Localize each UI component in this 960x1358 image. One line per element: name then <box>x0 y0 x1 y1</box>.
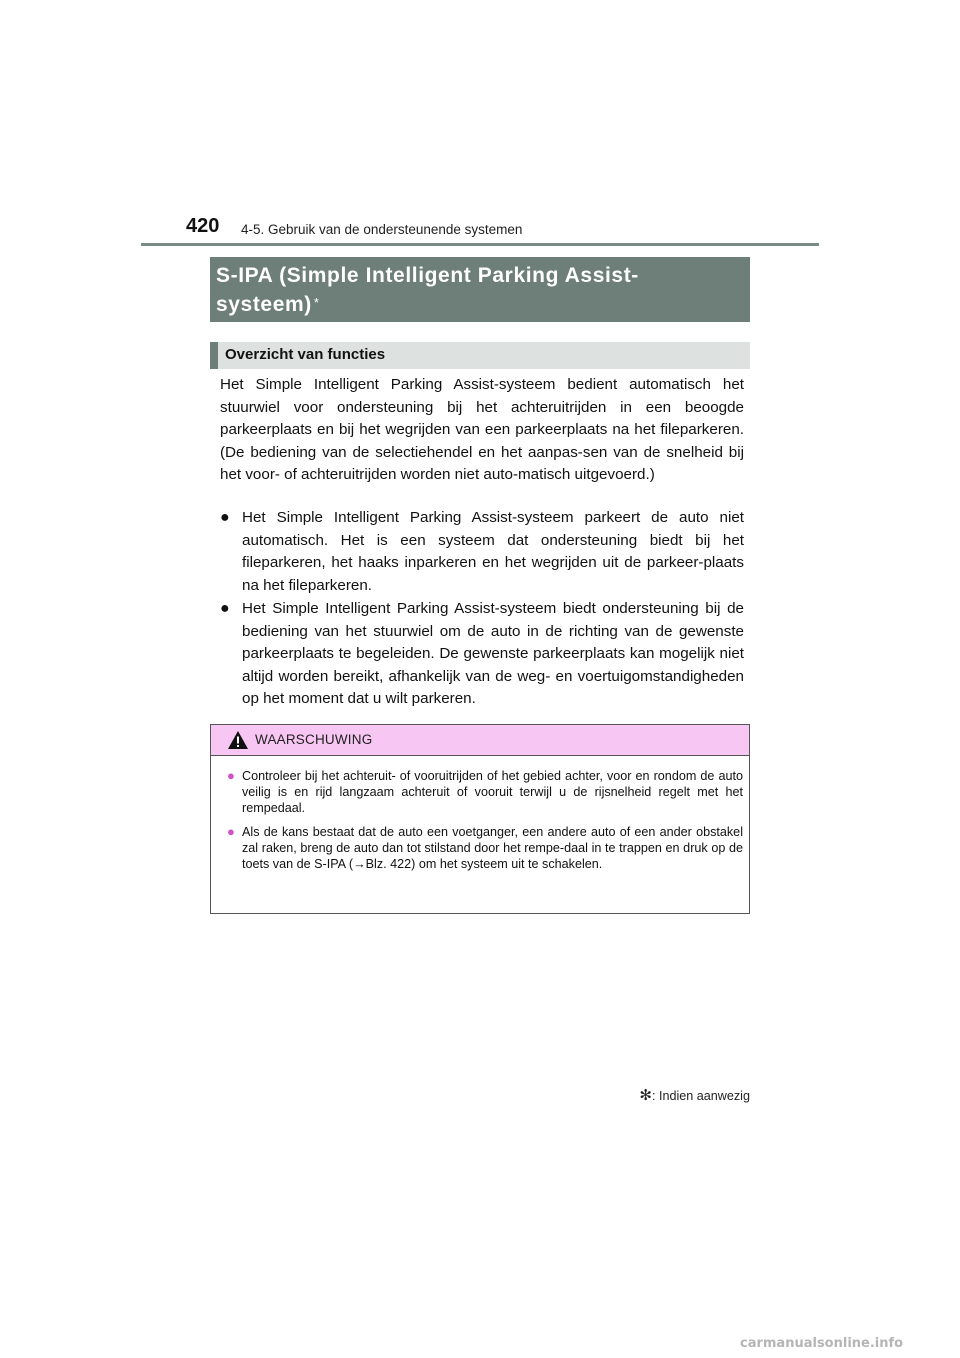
asterisk-icon: ✻ <box>639 1087 652 1104</box>
subheading: Overzicht van functies <box>210 342 750 369</box>
bullet-dot-icon: ● <box>227 768 235 783</box>
warning-triangle-icon <box>228 731 248 749</box>
warning-list <box>211 756 749 872</box>
title-line-1: S-IPA (Simple Intelligent Parking Assist- <box>216 264 639 287</box>
title-line-2-text: systeem) <box>216 293 312 316</box>
page-number: 420 <box>186 215 220 237</box>
warning-label: WAARSCHUWING <box>255 732 373 747</box>
intro-paragraph: Het Simple Intelligent Parking Assist-systeem bedient automatisch het stuurwiel voor ondersteuning bij het achteruitrijden in een beoogde parkeerplaats en bij het wegrijden van een parkeerplaats na het fileparkeren. (De bediening van de selectiehendel en het aanpas-sen van de snelheid bij het voor- of achteruitrijden worden niet auto-matisch uitgevoerd.) <box>220 376 744 483</box>
bullet-dot-icon: ● <box>227 824 235 839</box>
footnote <box>632 1086 750 1104</box>
footnote-text: : Indien aanwezig <box>651 1089 750 1103</box>
bullet-list <box>220 507 744 712</box>
warning-box <box>210 724 750 914</box>
bullet-dot-icon: ● <box>220 600 230 617</box>
list-item <box>220 507 744 597</box>
list-item <box>227 824 743 872</box>
list-item <box>220 598 744 711</box>
title-banner <box>210 257 750 322</box>
warning-item-text: Als de kans bestaat dat de auto een voetganger, een andere auto of een ander obstakel zal raken, breng de auto dan tot stilstand door het rempe-daal in te trappen en druk op de toets van de S-IPA (→Blz. 422) om het systeem uit te schakelen. <box>242 825 743 871</box>
watermark: carmanualsonline.info <box>740 1336 904 1351</box>
title-line-2 <box>216 290 738 319</box>
list-item <box>227 768 743 816</box>
header-rule <box>141 243 819 246</box>
warning-item-text: Controleer bij het achteruit- of vooruitrijden of het gebied achter, voor en rondom de auto veilig is en rijd langzaam achteruit of vooruit terwijl u de rijsnelheid regelt met het rempedaal. <box>242 769 743 815</box>
list-item-text: Het Simple Intelligent Parking Assist-systeem parkeert de auto niet automatisch. Het is een systeem dat ondersteuning biedt bij het fileparkeren, het haaks inparkeren en het wegrijden uit de parkeer-plaats na het fileparkeren. <box>242 509 744 594</box>
warning-header <box>211 725 749 756</box>
list-item-text: Het Simple Intelligent Parking Assist-systeem biedt ondersteuning bij de bediening van het stuurwiel om de auto in de richting van de gewenste parkeerplaats te begeleiden. De gewenste parkeerplaats kan mogelijk niet altijd worden bereikt, afhankelijk van de weg- en voertuigomstandigheden op het moment dat u wilt parkeren. <box>242 600 744 707</box>
optional-marker: * <box>313 295 320 310</box>
section-path: 4-5. Gebruik van de ondersteunende systemen <box>241 222 523 237</box>
bullet-dot-icon: ● <box>220 509 230 526</box>
